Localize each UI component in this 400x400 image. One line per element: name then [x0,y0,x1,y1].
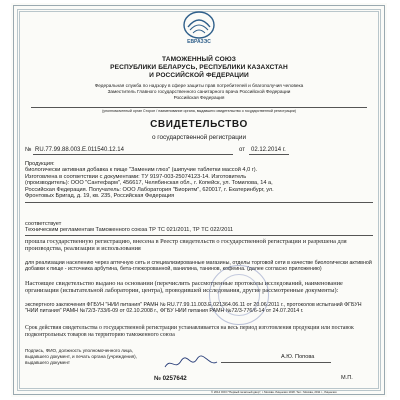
signature-role-line-3: выдавшего документ [25,360,70,365]
basis-documents: экспертного заключения ФГБУН "НИИ питания" РАМН № RU.77.99.11.003.E.021364.06.11 от 20.06.2011 г., протоколов испытаний ФГБУН "НИИ питания" РАМН №72/3-733/6-09 от 02.10.2008 г., ФГБУ НИИ питания РАМН №72/3-776/6-14 от 24.07.2014 г. [25,302,362,315]
eurasec-emblem-icon [174,9,224,45]
reg-number-rule [33,154,233,155]
reg-number: RU.77.99.88.003.E.011540.12.14 [35,147,124,153]
product-rule [25,202,373,203]
product-line-4: Российская Федерация. Получатель: ООО Лаборатория "Биоритм", 620017, г. Екатеринбург, ул. [25,186,274,193]
product-line-1: биологически активная добавка к пище "Заменим глюз" (шипучие таблетки массой 4,0 г). [25,167,258,173]
signature-role-line-2: выдавшего документ, и печать органа (учреждения), [25,354,137,359]
authority-line-2: Заместитель Главного государственного санитарного врача Российской Федерации [107,89,291,94]
date-label: от [239,147,245,153]
signature-rule [221,362,331,363]
stamp-place-label: М.П. [341,375,353,381]
authority-rule [31,107,367,108]
certificate-subtitle: о государственной регистрации [151,134,247,141]
emblem-caption: ЕВРАЗЭС [187,39,211,45]
registration-paragraph: прошла государственную регистрацию, внесена в Реестр свидетельств о государственной регистрации и разрешена для производства, реализации и использования [25,238,347,253]
usage-paragraph: для реализации населению через аптечную сеть и специализированные магазины, отделы торговой сети в качестве биологически активной добавки к пище - источника арбутина, бета-глюкорованной, ванилина, танинов, кофеина. (далее согласно приложению) [25,260,372,273]
certificate-sheet [11,3,387,397]
handwritten-signature [161,353,221,373]
issue-date: 02.12.2014 г. [251,147,286,153]
official-stamp [209,265,269,325]
reg-number-label: № [25,147,32,153]
authority-caption: (уполномоченный орган Сторон / наименование органа, выдавшего свидетельство о государственной регистрации) [102,109,296,113]
basis-paragraph: Настоящее свидетельство выдано на основании (перечислить рассмотренные протоколы исследований, наименование организации (испытательной лаборатории, центра), проводившей исследования, другие рассмотренные документы): [25,280,343,295]
product-line-5: Фронтовых Бригад, д. 19, кв. 235, Российская Федерация [25,193,175,199]
header-line-3: И РОССИЙСКОЙ ФЕДЕРАЦИИ [149,72,249,79]
product-line-2: Изготовлена в соответствии с документами: ТУ 9197-003-25074123-14. Изготовитель [25,173,247,180]
conformity-label: соответствует [25,221,62,227]
conformity-text: Техническим регламентам Таможенного союза ТР ТС 021/2011, ТР ТС 022/2011 [25,227,234,233]
conformity-rule [25,235,373,236]
certificate-title: СВИДЕТЕЛЬСТВО [150,119,248,130]
header-line-2: РЕСПУБЛИКИ БЕЛАРУСЬ, РЕСПУБЛИКИ КАЗАХСТАН [110,64,288,71]
printer-footer-note: © 2014 ООО "Первый печатный двор", г. Москва. Лицензия 1018. Тел.: Москва, 2011 г., Лицензия [211,390,337,394]
validity-paragraph: Срок действия свидетельства о государственной регистрации устанавливается на весь период изготовления продукции или поставок подконтрольных товаров на территорию таможенного союза [25,325,354,338]
product-line-3: (производитель): ООО "Сантефарм", 456617, Челябинская обл., г. Копейск, ул. Томилова, 14 а, [25,180,273,186]
serial-number: № 0257642 [154,375,187,382]
authority-line-1: Федеральная служба по надзору в сфере защиты прав потребителей и благополучия человека [94,83,304,88]
authority-line-3: Российская Федерация [173,95,225,100]
date-rule [249,154,289,155]
signature-role-line-1: Подпись, ФИО, должность уполномоченного лица, [25,348,134,353]
signatory-name: А.Ю. Попова [281,354,315,360]
product-label: Продукция: [25,161,55,167]
header-line-1: ТАМОЖЕННЫЙ СОЮЗ [162,56,236,63]
